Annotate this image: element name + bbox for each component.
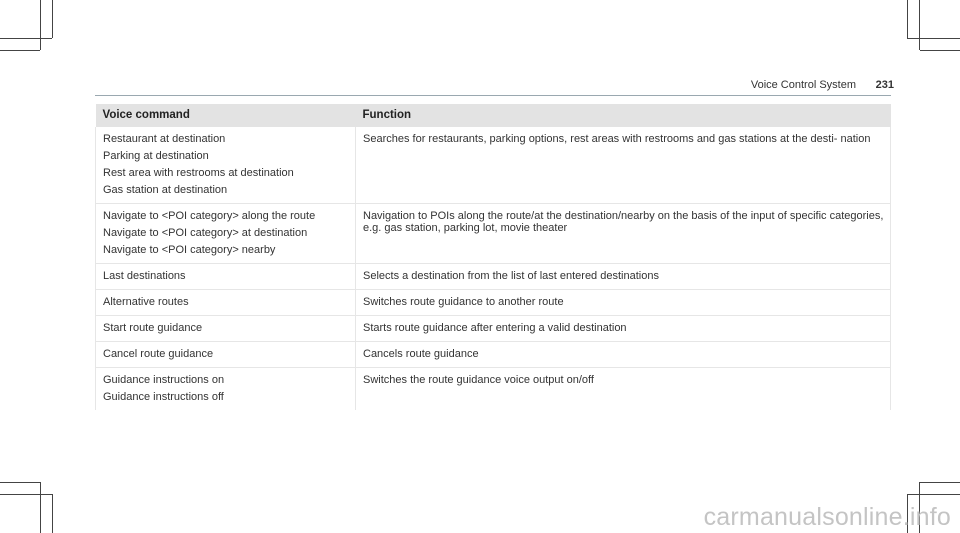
voice-command-table <box>95 104 891 410</box>
crop-mark <box>0 494 52 495</box>
table-row <box>96 204 891 264</box>
function-cell: Navigation to POIs along the route/at the destination/nearby on the basis of the input of specific categories, e.g. gas station, parking lot, movie theater <box>356 204 891 264</box>
section-title: Voice Control System <box>750 79 856 91</box>
command-text: Rest area with restrooms at destination <box>103 167 294 179</box>
command-text: Alternative routes <box>103 296 189 308</box>
watermark: carmanualsonline.info <box>703 503 951 531</box>
command-text: Start route guidance <box>103 322 203 334</box>
table-header-row <box>96 104 891 127</box>
command-text: Navigate to <POI category> at destination <box>103 227 308 239</box>
function-cell: Switches route guidance to another route <box>356 290 891 316</box>
function-cell: Switches the route guidance voice output on/off <box>356 368 891 411</box>
crop-mark <box>0 482 40 483</box>
command-cell <box>96 204 356 264</box>
command-cell <box>96 316 356 342</box>
command-text: Last destinations <box>103 270 186 282</box>
crop-mark <box>907 0 908 38</box>
crop-mark <box>0 50 40 51</box>
crop-mark <box>52 494 53 533</box>
table-row <box>96 127 891 204</box>
command-cell <box>96 127 356 204</box>
command-cell <box>96 368 356 411</box>
command-text: Restaurant at destination <box>103 133 226 145</box>
table-row <box>96 264 891 290</box>
table-row <box>96 290 891 316</box>
command-text: Gas station at destination <box>103 184 228 196</box>
function-cell: Selects a destination from the list of last entered destinations <box>356 264 891 290</box>
crop-mark <box>919 0 920 50</box>
command-text: Navigate to <POI category> along the route <box>103 210 316 222</box>
crop-mark <box>40 482 41 533</box>
column-header-function: Function <box>356 104 891 127</box>
command-cell <box>96 342 356 368</box>
command-text: Guidance instructions off <box>103 391 224 403</box>
crop-mark <box>52 0 53 38</box>
table-row <box>96 316 891 342</box>
function-cell: Searches for restaurants, parking options, rest areas with restrooms and gas stations at the desti- nation <box>356 127 891 204</box>
crop-mark <box>920 482 960 483</box>
command-text: Cancel route guidance <box>103 348 214 360</box>
page-number: 231 <box>875 79 894 91</box>
command-cell <box>96 264 356 290</box>
function-cell: Starts route guidance after entering a valid destination <box>356 316 891 342</box>
command-text: Parking at destination <box>103 150 209 162</box>
crop-mark <box>0 38 52 39</box>
command-cell <box>96 290 356 316</box>
column-header-voice-command: Voice command <box>96 104 356 127</box>
command-text: Guidance instructions on <box>103 374 225 386</box>
crop-mark <box>920 50 960 51</box>
crop-mark <box>907 38 960 39</box>
table-row <box>96 368 891 411</box>
command-text: Navigate to <POI category> nearby <box>103 244 276 256</box>
crop-mark <box>907 494 960 495</box>
crop-mark <box>40 0 41 50</box>
function-cell: Cancels route guidance <box>356 342 891 368</box>
table-row <box>96 342 891 368</box>
header-divider <box>95 95 891 96</box>
